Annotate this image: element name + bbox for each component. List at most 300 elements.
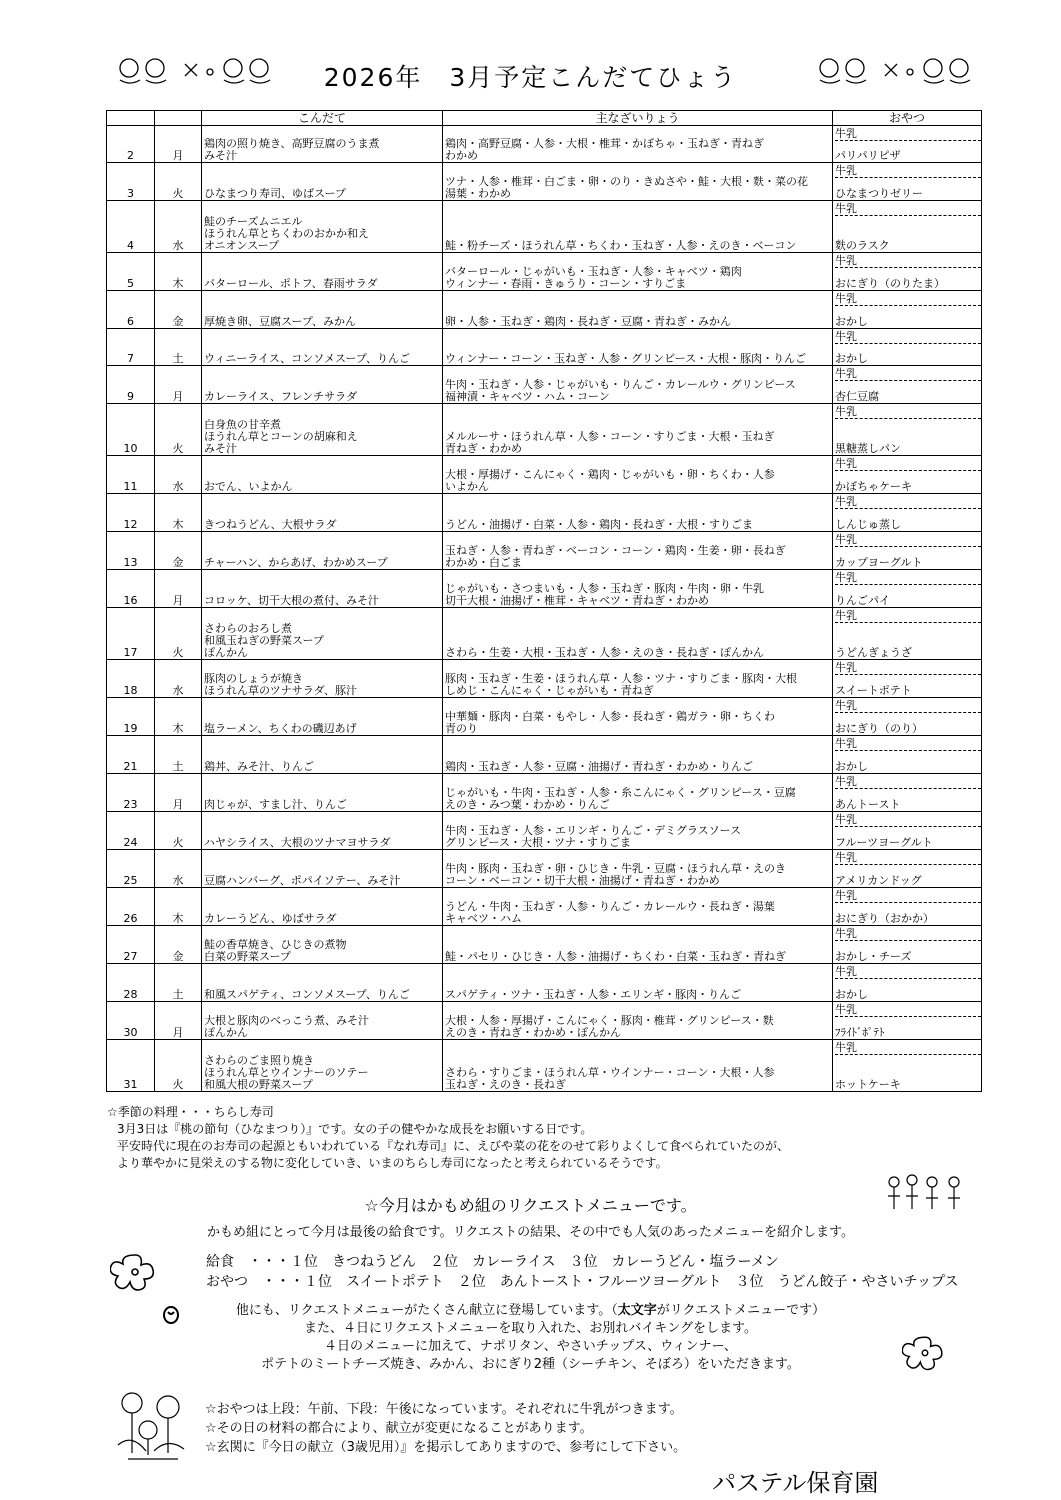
- menu-line: みそ汁: [204, 443, 237, 455]
- snack-afternoon: おかし・チーズ: [835, 950, 912, 963]
- ingredients-line: 鮭・パセリ・ひじき・人参・油揚げ・ちくわ・白菜・玉ねぎ・青ねぎ: [445, 951, 786, 963]
- table-row: [107, 253, 982, 291]
- date-cell: 28: [107, 964, 155, 1002]
- ingredients-line: わかめ: [445, 150, 478, 162]
- header-ingredients: 主なざいりょう: [443, 111, 833, 126]
- header-menu: こんだて: [202, 111, 443, 126]
- date-cell: 26: [107, 888, 155, 926]
- ingredients-cell: [443, 774, 833, 812]
- date-cell: 18: [107, 660, 155, 698]
- snack-cell: [833, 926, 982, 964]
- date-cell: 27: [107, 926, 155, 964]
- request-note-line: [0, 1302, 1061, 1320]
- snack-afternoon: おかし: [835, 315, 868, 328]
- menu-line: オニオンスープ: [204, 240, 280, 252]
- menu-line: 白菜の野菜スープ: [204, 951, 291, 963]
- menu-line: 鶏丼、みそ汁、りんご: [204, 761, 314, 773]
- menu-cell: [202, 964, 443, 1002]
- menu-cell: [202, 494, 443, 532]
- table-row: [107, 329, 982, 366]
- weekday-cell: 金: [155, 291, 202, 329]
- weekday-cell: 火: [155, 1040, 202, 1092]
- request-ranking: [206, 1252, 959, 1292]
- table-row: [107, 774, 982, 812]
- header-weekday: [155, 111, 202, 126]
- request-subtitle: かもめ組にとって今月は最後の給食です。リクエストの結果、その中でも人気のあったメニューを紹介します。: [206, 1225, 854, 1240]
- menu-line: きつねうどん、大根サラダ: [204, 519, 337, 531]
- weekday-cell: 火: [155, 812, 202, 850]
- flower-icon: [110, 1250, 160, 1296]
- date-cell: 31: [107, 1040, 155, 1092]
- menu-cell: [202, 660, 443, 698]
- ingredients-line: コーン・ベーコン・切干大根・油揚げ・青ねぎ・わかめ: [445, 875, 720, 887]
- weekday-cell: 土: [155, 964, 202, 1002]
- date-cell: 13: [107, 532, 155, 570]
- snack-morning: 牛乳: [835, 928, 981, 941]
- date-cell: 11: [107, 456, 155, 494]
- ingredients-line: 大根・人参・厚揚げ・こんにゃく・豚肉・椎茸・グリンピース・麩: [445, 1015, 774, 1027]
- children-illustration-left: [115, 54, 275, 94]
- ingredients-line: じゃがいも・さつまいも・人参・玉ねぎ・豚肉・牛肉・卵・牛乳: [445, 583, 764, 595]
- date-cell: 6: [107, 291, 155, 329]
- snack-afternoon: おにぎり（のりたま）: [835, 277, 945, 290]
- snack-morning: 牛乳: [835, 496, 981, 509]
- ingredients-line: 玉ねぎ・人参・青ねぎ・ベーコン・コーン・鶏肉・生姜・卵・長ねぎ: [445, 545, 786, 557]
- snack-afternoon: スイートポテト: [835, 684, 912, 697]
- menu-cell: [202, 253, 443, 291]
- date-cell: 25: [107, 850, 155, 888]
- date-cell: 21: [107, 736, 155, 774]
- table-row: [107, 964, 982, 1002]
- menu-line: ウィニーライス、コンソメスープ、りんご: [204, 353, 411, 365]
- snack-cell: [833, 964, 982, 1002]
- date-cell: 17: [107, 608, 155, 660]
- bold-label: 太文字: [617, 1303, 657, 1318]
- ingredients-line: スパゲティ・ツナ・玉ねぎ・人参・エリンギ・豚肉・りんご: [445, 989, 742, 1001]
- weekday-cell: 月: [155, 366, 202, 404]
- snack-morning: 牛乳: [835, 255, 981, 268]
- request-note-part: がリクエストメニューです）: [656, 1303, 826, 1318]
- weekday-cell: 月: [155, 570, 202, 608]
- menu-line: 和風玉ねぎの野菜スープ: [204, 635, 324, 647]
- menu-cell: [202, 736, 443, 774]
- weekday-cell: 木: [155, 888, 202, 926]
- ingredients-cell: [443, 926, 833, 964]
- snack-afternoon: おかし: [835, 760, 868, 773]
- snack-morning: 牛乳: [835, 165, 981, 178]
- menu-cell: [202, 329, 443, 366]
- table-row: [107, 698, 982, 736]
- menu-line: ほうれん草とちくわのおかか和え: [204, 228, 369, 240]
- weekday-cell: 火: [155, 608, 202, 660]
- menu-table: [106, 110, 982, 1092]
- weekday-cell: 水: [155, 456, 202, 494]
- ingredients-line: うどん・油揚げ・白菜・人参・鶏肉・長ねぎ・大根・すりごま: [445, 519, 753, 531]
- table-row: [107, 570, 982, 608]
- snack-cell: [833, 291, 982, 329]
- ingredients-cell: [443, 291, 833, 329]
- ingredients-cell: [443, 201, 833, 253]
- ingredients-line: 鶏肉・高野豆腐・人参・大根・椎茸・かぼちゃ・玉ねぎ・青ねぎ: [445, 138, 764, 150]
- snack-morning: 牛乳: [835, 406, 981, 419]
- weekday-cell: 水: [155, 201, 202, 253]
- ingredients-line: バターロール・じゃがいも・玉ねぎ・人参・キャベツ・鶏肉: [445, 266, 742, 278]
- header-snack: おやつ: [833, 111, 982, 126]
- snack-cell: [833, 163, 982, 201]
- ingredients-line: しめじ・こんにゃく・じゃがいも・青ねぎ: [445, 685, 654, 697]
- snack-afternoon: おにぎり（のり）: [835, 722, 923, 735]
- date-cell: 30: [107, 1002, 155, 1040]
- ingredients-cell: [443, 532, 833, 570]
- menu-cell: [202, 163, 443, 201]
- date-cell: 9: [107, 366, 155, 404]
- ingredients-cell: [443, 964, 833, 1002]
- menu-cell: [202, 366, 443, 404]
- date-cell: 4: [107, 201, 155, 253]
- table-row: [107, 736, 982, 774]
- ingredients-line: 福神漬・キャベツ・ハム・コーン: [445, 391, 610, 403]
- ingredients-line: 鮭・粉チーズ・ほうれん草・ちくわ・玉ねぎ・人参・えのき・ベーコン: [445, 240, 797, 252]
- table-row: [107, 888, 982, 926]
- weekday-cell: 火: [155, 163, 202, 201]
- ingredients-line: 玉ねぎ・えのき・長ねぎ: [445, 1079, 566, 1091]
- ingredients-cell: [443, 494, 833, 532]
- menu-line: 肉じゃが、すまし汁、りんご: [204, 799, 347, 811]
- ingredients-cell: [443, 329, 833, 366]
- menu-line: 鶏肉の照り焼き、高野豆腐のうま煮: [204, 138, 380, 150]
- menu-line: ほうれん草とウインナーのソテー: [204, 1067, 369, 1079]
- snack-morning: 牛乳: [835, 662, 981, 675]
- ingredients-line: えのき・青ねぎ・わかめ・ぽんかん: [445, 1027, 621, 1039]
- ingredients-cell: [443, 163, 833, 201]
- snack-morning: 牛乳: [835, 534, 981, 547]
- weekday-cell: 水: [155, 660, 202, 698]
- menu-cell: [202, 774, 443, 812]
- snack-morning: 牛乳: [835, 458, 981, 471]
- ingredients-cell: [443, 404, 833, 456]
- request-title: ☆今月はかもめ組のリクエストメニューです。: [364, 1196, 697, 1215]
- menu-cell: [202, 404, 443, 456]
- date-cell: 7: [107, 329, 155, 366]
- weekday-cell: 木: [155, 494, 202, 532]
- violet-flowers-icon: [108, 1385, 193, 1469]
- snack-morning: 牛乳: [835, 1004, 981, 1017]
- snack-morning: 牛乳: [835, 572, 981, 585]
- ingredients-cell: [443, 1002, 833, 1040]
- snack-afternoon: 麩のラスク: [835, 239, 890, 252]
- date-cell: 12: [107, 494, 155, 532]
- menu-line: ハヤシライス、大根のツナマヨサラダ: [204, 837, 391, 849]
- menu-line: みそ汁: [204, 150, 237, 162]
- ingredients-cell: [443, 1040, 833, 1092]
- menu-cell: [202, 926, 443, 964]
- menu-line: 塩ラーメン、ちくわの磯辺あげ: [204, 723, 357, 735]
- ingredients-line: 牛肉・玉ねぎ・人参・エリンギ・りんご・デミグラスソース: [445, 825, 742, 837]
- snack-cell: [833, 1002, 982, 1040]
- table-row: [107, 1040, 982, 1092]
- ingredients-line: じゃがいも・牛肉・玉ねぎ・人参・糸こんにゃく・グリンピース・豆腐: [445, 787, 796, 799]
- snack-afternoon: おかし: [835, 352, 868, 365]
- ingredients-cell: [443, 366, 833, 404]
- menu-line: カレーうどん、ゆばサラダ: [204, 913, 337, 925]
- menu-line: ほうれん草のツナサラダ、豚汁: [204, 685, 358, 697]
- ingredients-line: ツナ・人参・椎茸・白ごま・卵・のり・きぬさや・鮭・大根・麩・菜の花: [445, 176, 808, 188]
- weekday-cell: 月: [155, 774, 202, 812]
- date-cell: 2: [107, 126, 155, 163]
- snack-morning: 牛乳: [835, 293, 981, 306]
- seasonal-dish-line: ☆季節の料理・・・ちらし寿司: [107, 1105, 274, 1119]
- snack-cell: [833, 850, 982, 888]
- menu-cell: [202, 1040, 443, 1092]
- table-row: [107, 812, 982, 850]
- ingredients-line: 牛肉・豚肉・玉ねぎ・卵・ひじき・牛乳・豆腐・ほうれん草・えのき: [445, 863, 786, 875]
- date-cell: 16: [107, 570, 155, 608]
- snack-afternoon: フルーツヨーグルト: [835, 836, 933, 849]
- snack-afternoon: おかし: [835, 988, 868, 1001]
- snack-morning: 牛乳: [835, 738, 981, 751]
- ingredients-line: 青のり: [445, 723, 478, 735]
- date-cell: 3: [107, 163, 155, 201]
- weekday-cell: 月: [155, 1002, 202, 1040]
- snack-cell: [833, 253, 982, 291]
- ingredients-cell: [443, 888, 833, 926]
- footnote-line: ☆その日の材料の都合により、献立が変更になることがあります。: [205, 1421, 593, 1436]
- snack-cell: [833, 126, 982, 163]
- snack-cell: [833, 888, 982, 926]
- menu-cell: [202, 532, 443, 570]
- ingredients-cell: [443, 736, 833, 774]
- snack-morning: 牛乳: [835, 776, 981, 789]
- table-row: [107, 126, 982, 163]
- snack-afternoon: パリパリピザ: [835, 149, 901, 162]
- snack-cell: [833, 1040, 982, 1092]
- weekday-cell: 木: [155, 253, 202, 291]
- table-row: [107, 926, 982, 964]
- ingredients-cell: [443, 850, 833, 888]
- snack-afternoon: 黒糖蒸しパン: [835, 442, 901, 455]
- table-row: [107, 532, 982, 570]
- snack-cell: [833, 494, 982, 532]
- page-title: 2026年 3月予定こんだてひょう: [323, 63, 738, 92]
- menu-line: 厚焼き卵、豆腐スープ、みかん: [204, 316, 357, 328]
- weekday-cell: 月: [155, 126, 202, 163]
- ingredients-line: 大根・厚揚げ・こんにゃく・鶏肉・じゃがいも・卵・ちくわ・人参: [445, 469, 775, 481]
- snack-cell: [833, 201, 982, 253]
- ingredients-line: わかめ・白ごま: [445, 557, 522, 569]
- menu-cell: [202, 570, 443, 608]
- ingredients-line: いよかん: [445, 481, 489, 493]
- snack-morning: 牛乳: [835, 203, 981, 216]
- ingredients-cell: [443, 812, 833, 850]
- menu-line: チャーハン、からあげ、わかめスープ: [204, 557, 388, 569]
- snack-morning: 牛乳: [835, 368, 981, 381]
- request-note-line: ４日のメニューに加えて、ナポリタン、やさいチップス、ウィンナー、: [324, 1339, 737, 1354]
- table-row: [107, 850, 982, 888]
- snack-morning: 牛乳: [835, 610, 981, 623]
- ingredients-line: 豚肉・玉ねぎ・生姜・ほうれん草・人参・ツナ・すりごま・豚肉・大根: [445, 673, 797, 685]
- snack-afternoon: りんごパイ: [835, 594, 890, 607]
- snack-afternoon: あんトースト: [835, 798, 901, 811]
- snack-cell: [833, 532, 982, 570]
- snack-morning: 牛乳: [835, 128, 981, 141]
- date-cell: 10: [107, 404, 155, 456]
- footnote-line: ☆おやつは上段：午前、下段：午後になっています。それぞれに牛乳がつきます。: [205, 1402, 683, 1417]
- menu-line: 鮭の香草焼き、ひじきの煮物: [204, 939, 347, 951]
- snack-cell: [833, 812, 982, 850]
- snack-morning: 牛乳: [835, 331, 981, 344]
- snack-afternoon: ひなまつりゼリー: [835, 187, 923, 200]
- ingredients-line: 牛肉・玉ねぎ・人参・じゃがいも・りんご・カレールウ・グリンピース: [445, 379, 796, 391]
- menu-cell: [202, 201, 443, 253]
- date-cell: 19: [107, 698, 155, 736]
- snack-morning: 牛乳: [835, 966, 981, 979]
- weekday-cell: 金: [155, 532, 202, 570]
- nursery-name: パステル保育園: [712, 1469, 879, 1497]
- menu-line: コロッケ、切干大根の煮付、みそ汁: [204, 595, 380, 607]
- snack-cell: [833, 366, 982, 404]
- ingredients-cell: [443, 570, 833, 608]
- menu-cell: [202, 698, 443, 736]
- snack-cell: [833, 608, 982, 660]
- ingredients-cell: [443, 253, 833, 291]
- table-row: [107, 366, 982, 404]
- ingredients-line: さわら・すりごま・ほうれん草・ウインナー・コーン・大根・人参: [445, 1067, 775, 1079]
- table-header-row: [107, 111, 982, 126]
- menu-line: ぽんかん: [204, 647, 248, 659]
- seasonal-notes: [107, 1104, 789, 1172]
- snack-cell: [833, 456, 982, 494]
- table-row: [107, 494, 982, 532]
- snack-cell: [833, 660, 982, 698]
- snack-morning: 牛乳: [835, 700, 981, 713]
- snack-afternoon: ﾌﾗｲﾄﾞﾎﾟﾃﾄ: [835, 1026, 885, 1039]
- menu-table-body: [107, 126, 982, 1092]
- ingredients-line: キャベツ・ハム: [445, 913, 522, 925]
- menu-cell: [202, 888, 443, 926]
- request-note-line: ポテトのミートチーズ焼き、みかん、おにぎり2種（シーチキン、そぼろ）をいただきます。: [261, 1357, 800, 1372]
- menu-line: 和風スパゲティ、コンソメスープ、りんご: [204, 989, 410, 1001]
- table-row: [107, 608, 982, 660]
- snack-afternoon: 杏仁豆腐: [835, 390, 879, 403]
- menu-line: おでん、いよかん: [204, 481, 293, 493]
- ingredients-line: ウィンナー・コーン・玉ねぎ・人参・グリンピース・大根・豚肉・りんご: [445, 353, 807, 365]
- snack-ranking: おやつ ・・・１位 スイートポテト ２位 あんトースト・フルーツヨーグルト ３位 うどん餃子・やさいチップス: [206, 1274, 959, 1290]
- weekday-cell: 土: [155, 736, 202, 774]
- ingredients-line: メルルーサ・ほうれん草・人参・コーン・すりごま・大根・玉ねぎ: [445, 431, 775, 443]
- ingredients-line: 青ねぎ・わかめ: [445, 443, 522, 455]
- table-row: [107, 456, 982, 494]
- menu-line: 大根と豚肉のべっこう煮、みそ汁: [204, 1015, 369, 1027]
- snack-afternoon: しんじゅ蒸し: [835, 518, 901, 531]
- table-row: [107, 291, 982, 329]
- footnotes: [205, 1400, 686, 1457]
- date-cell: 5: [107, 253, 155, 291]
- menu-line: バターロール、ポトフ、春雨サラダ: [204, 278, 378, 290]
- ingredients-line: さわら・生姜・大根・玉ねぎ・人参・えのき・長ねぎ・ぽんかん: [445, 647, 764, 659]
- menu-line: さわらのおろし煮: [204, 623, 292, 635]
- menu-cell: [202, 456, 443, 494]
- ingredients-line: 鶏肉・玉ねぎ・人参・豆腐・油揚げ・青ねぎ・わかめ・りんご: [445, 761, 753, 773]
- ingredients-cell: [443, 126, 833, 163]
- menu-cell: [202, 291, 443, 329]
- snack-afternoon: アメリカンドッグ: [835, 874, 922, 887]
- menu-cell: [202, 1002, 443, 1040]
- table-row: [107, 404, 982, 456]
- ingredients-line: 切干大根・油揚げ・椎茸・キャベツ・青ねぎ・わかめ: [445, 595, 709, 607]
- snack-cell: [833, 570, 982, 608]
- snack-cell: [833, 698, 982, 736]
- menu-line: ぽんかん: [204, 1027, 248, 1039]
- seasonal-note-line: 平安時代に現在のお寿司の起源ともいわれている『なれ寿司』に、えびや菜の花をのせて彩りよくして食べられていたのが、: [117, 1139, 790, 1153]
- ingredients-cell: [443, 456, 833, 494]
- snack-morning: 牛乳: [835, 852, 981, 865]
- menu-cell: [202, 812, 443, 850]
- table-row: [107, 201, 982, 253]
- ingredients-cell: [443, 608, 833, 660]
- menu-line: 鮭のチーズムニエル: [204, 216, 303, 228]
- weekday-cell: 木: [155, 698, 202, 736]
- snack-morning: 牛乳: [835, 890, 981, 903]
- ingredients-line: グリンピース・大根・ツナ・すりごま: [445, 837, 632, 849]
- ingredients-cell: [443, 660, 833, 698]
- menu-line: 白身魚の甘辛煮: [204, 419, 281, 431]
- weekday-cell: 火: [155, 404, 202, 456]
- meal-ranking: 給食 ・・・１位 きつねうどん ２位 カレーライス ３位 カレーうどん・塩ラーメン: [206, 1254, 779, 1270]
- ingredients-line: ウィンナー・春雨・きゅうり・コーン・すりごま: [445, 278, 687, 290]
- ingredients-line: えのき・みつ葉・わかめ・りんご: [445, 799, 610, 811]
- request-note-part: 他にも、リクエストメニューがたくさん献立に登場しています。（: [235, 1303, 618, 1318]
- ingredients-line: 湯葉・わかめ: [445, 188, 511, 200]
- header-date: [107, 111, 155, 126]
- snack-cell: [833, 404, 982, 456]
- flower-icon: [902, 1332, 948, 1376]
- table-row: [107, 660, 982, 698]
- snack-cell: [833, 329, 982, 366]
- menu-line: ほうれん草とコーンの胡麻和え: [204, 431, 358, 443]
- snack-cell: [833, 774, 982, 812]
- date-cell: 23: [107, 774, 155, 812]
- snack-afternoon: カップヨーグルト: [835, 556, 923, 569]
- weekday-cell: 土: [155, 329, 202, 366]
- table-row: [107, 1002, 982, 1040]
- weekday-cell: 水: [155, 850, 202, 888]
- snack-afternoon: おにぎり（おかか）: [835, 912, 934, 925]
- menu-line: 豚肉のしょうが焼き: [204, 673, 303, 685]
- seasonal-note-line: 3月3日は『桃の節句（ひなまつり）』です。女の子の健やかな成長をお願いする日です。: [117, 1122, 593, 1136]
- snack-afternoon: かぼちゃケーキ: [835, 480, 912, 493]
- snack-afternoon: ホットケーキ: [835, 1078, 901, 1091]
- menu-cell: [202, 850, 443, 888]
- menu-line: 豆腐ハンバーグ、ポパイソテー、みそ汁: [204, 875, 401, 887]
- ingredients-line: うどん・牛肉・玉ねぎ・人参・りんご・カレールウ・長ねぎ・湯葉: [445, 901, 775, 913]
- menu-line: カレーライス、フレンチサラダ: [204, 391, 358, 403]
- weekday-cell: 金: [155, 926, 202, 964]
- snack-afternoon: うどんぎょうざ: [835, 646, 912, 659]
- ingredients-line: 中華麺・豚肉・白菜・もやし・人参・長ねぎ・鶏ガラ・卵・ちくわ: [445, 711, 775, 723]
- snack-morning: 牛乳: [835, 814, 981, 827]
- ingredients-cell: [443, 698, 833, 736]
- menu-cell: [202, 608, 443, 660]
- seasonal-note-line: より華やかに見栄えのする物に変化していき、いまのちらし寿司になったと考えられているそうです。: [117, 1156, 668, 1170]
- footnote-line: ☆玄関に『今日の献立（3歳児用）』を掲示してありますので、参考にして下さい。: [205, 1440, 687, 1455]
- menu-cell: [202, 126, 443, 163]
- table-row: [107, 163, 982, 201]
- date-cell: 24: [107, 812, 155, 850]
- ingredients-line: 卵・人参・玉ねぎ・鶏肉・長ねぎ・豆腐・青ねぎ・みかん: [445, 316, 731, 328]
- menu-line: ひなまつり寿司、ゆばスープ: [204, 188, 346, 200]
- snack-morning: 牛乳: [835, 1042, 981, 1055]
- menu-line: さわらのごま照り焼き: [204, 1055, 314, 1067]
